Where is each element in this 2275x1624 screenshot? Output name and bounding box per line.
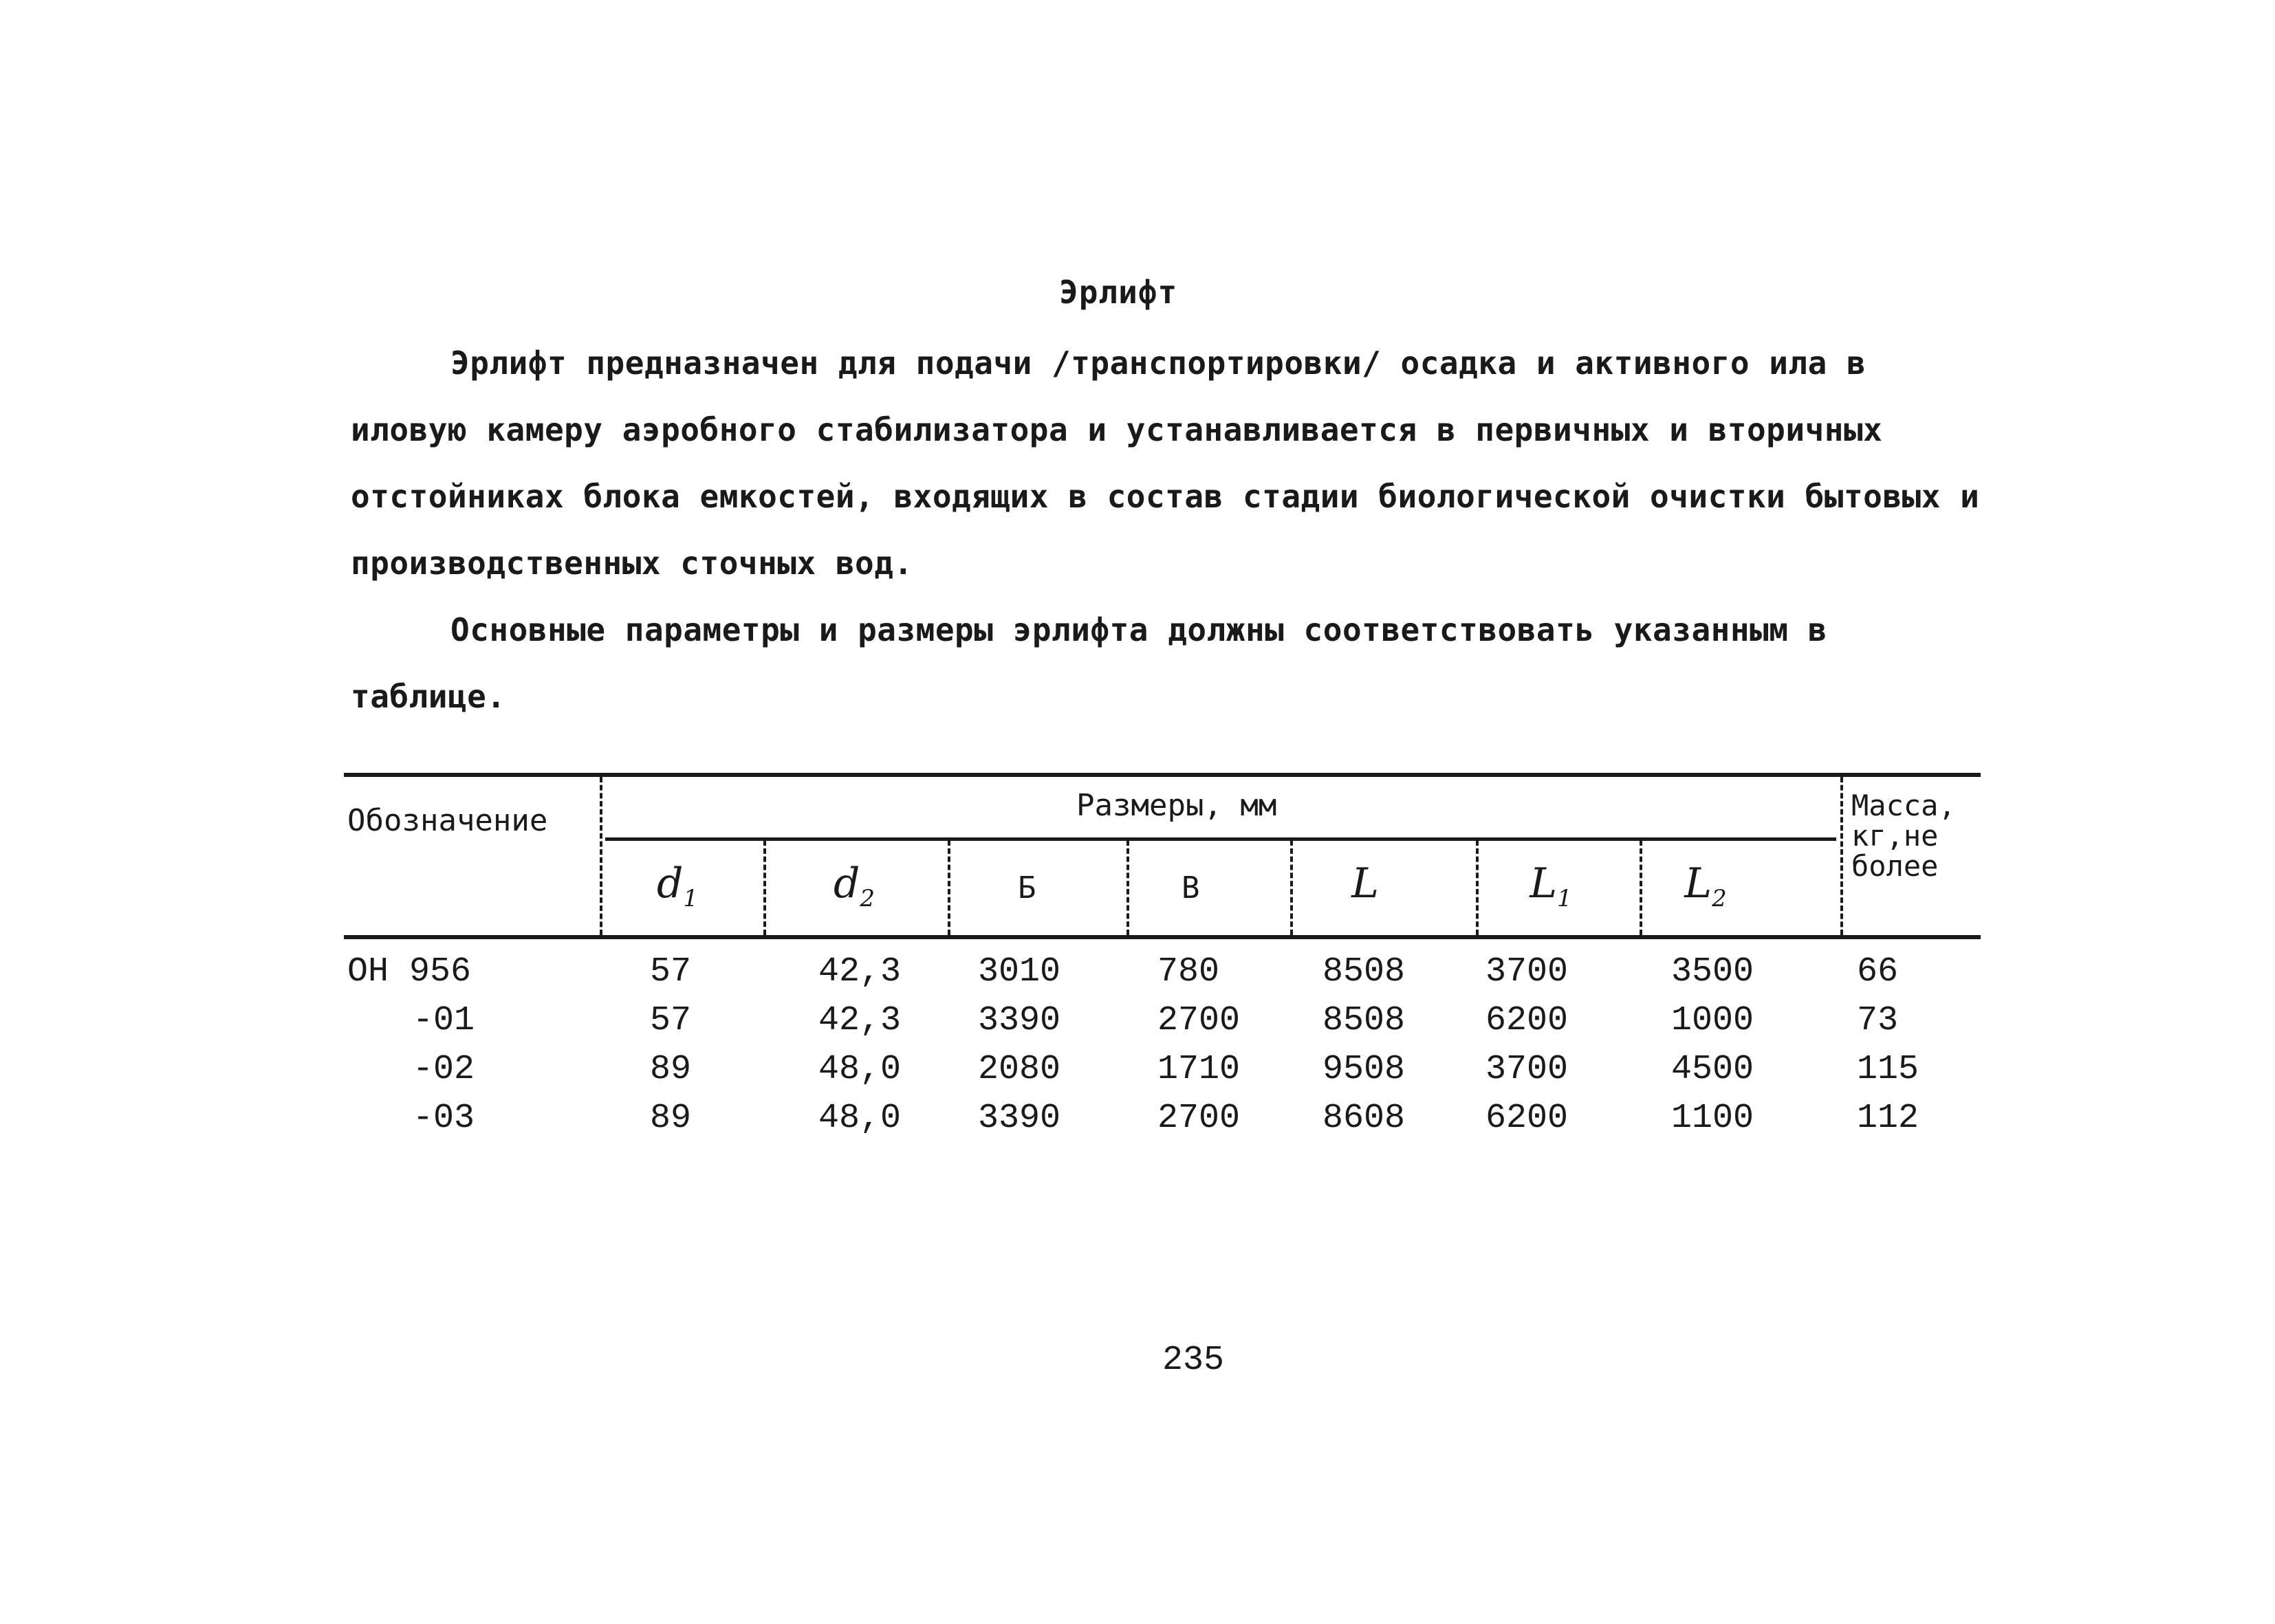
cell-mass: 73 [1857, 1001, 1899, 1040]
table-divider [948, 840, 950, 935]
cell-b: 3010 [978, 952, 1061, 991]
table-top-rule [344, 773, 1981, 777]
table-divider [763, 840, 766, 935]
cell-d2: 42,3 [818, 952, 902, 991]
cell-l: 8508 [1322, 1001, 1406, 1040]
table-divider [1290, 840, 1293, 935]
cell-designation: -02 [413, 1050, 475, 1089]
section-title: Эрлифт [1059, 274, 1178, 311]
cell-d1: 57 [650, 1001, 692, 1040]
cell-b: 3390 [978, 1001, 1061, 1040]
header-d1: $d_1$ [656, 859, 699, 912]
cell-l2: 3500 [1671, 952, 1754, 991]
cell-v: 780 [1157, 952, 1220, 991]
table-divider [1640, 840, 1642, 935]
cell-l1: 6200 [1485, 1001, 1569, 1040]
table-divider [1840, 777, 1843, 935]
cell-l2: 4500 [1671, 1050, 1754, 1089]
cell-b: 3390 [978, 1099, 1061, 1138]
cell-mass: 66 [1857, 952, 1899, 991]
cell-l: 8508 [1322, 952, 1406, 991]
cell-v: 2700 [1157, 1001, 1241, 1040]
header-l: L [1351, 859, 1379, 908]
requirements-paragraph: Основные параметры и размеры эрлифта должны соответствовать указанным в таблице. [351, 611, 1827, 715]
cell-l: 9508 [1322, 1050, 1406, 1089]
header-b: Б [1018, 870, 1036, 906]
header-designation: Обозначение [347, 803, 548, 838]
cell-d2: 42,3 [818, 1001, 902, 1040]
cell-d1: 89 [650, 1050, 692, 1089]
table-header-bottom-rule [344, 935, 1981, 939]
cell-l: 8608 [1322, 1099, 1406, 1138]
header-l2: $L_2$ [1684, 859, 1727, 912]
header-dimensions-group: Размеры, мм [1076, 788, 1277, 823]
cell-l1: 6200 [1485, 1099, 1569, 1138]
table-group-rule [605, 837, 1836, 841]
table-divider [1126, 840, 1129, 935]
cell-l1: 3700 [1485, 952, 1569, 991]
cell-d2: 48,0 [818, 1099, 902, 1138]
cell-l2: 1000 [1671, 1001, 1754, 1040]
description-paragraph: Эрлифт предназначен для подачи /транспортировки/ осадка и активного ила в иловую камеру аэробного стабилизатора и устанавливается в первичных и вторичных отстойниках блока емкостей, входящих в состав стадии биологической очистки бытовых и производственных сточных вод. [351, 344, 1980, 582]
cell-d1: 89 [650, 1099, 692, 1138]
cell-mass: 115 [1857, 1050, 1919, 1089]
cell-v: 1710 [1157, 1050, 1241, 1089]
header-mass: Масса, кг,не более [1851, 789, 1956, 883]
header-l1: $L_1$ [1530, 859, 1572, 912]
cell-d1: 57 [650, 952, 692, 991]
cell-b: 2080 [978, 1050, 1061, 1089]
table-divider [600, 777, 602, 935]
cell-designation: -03 [413, 1099, 475, 1138]
cell-l2: 1100 [1671, 1099, 1754, 1138]
cell-d2: 48,0 [818, 1050, 902, 1089]
cell-v: 2700 [1157, 1099, 1241, 1138]
cell-l1: 3700 [1485, 1050, 1569, 1089]
cell-mass: 112 [1857, 1099, 1919, 1138]
table-divider [1476, 840, 1479, 935]
header-d2: $d_2$ [833, 859, 875, 912]
cell-designation: -01 [413, 1001, 475, 1040]
cell-designation: ОН 956 [347, 952, 472, 991]
header-v: В [1182, 870, 1200, 906]
page-number: 235 [1162, 1341, 1225, 1380]
